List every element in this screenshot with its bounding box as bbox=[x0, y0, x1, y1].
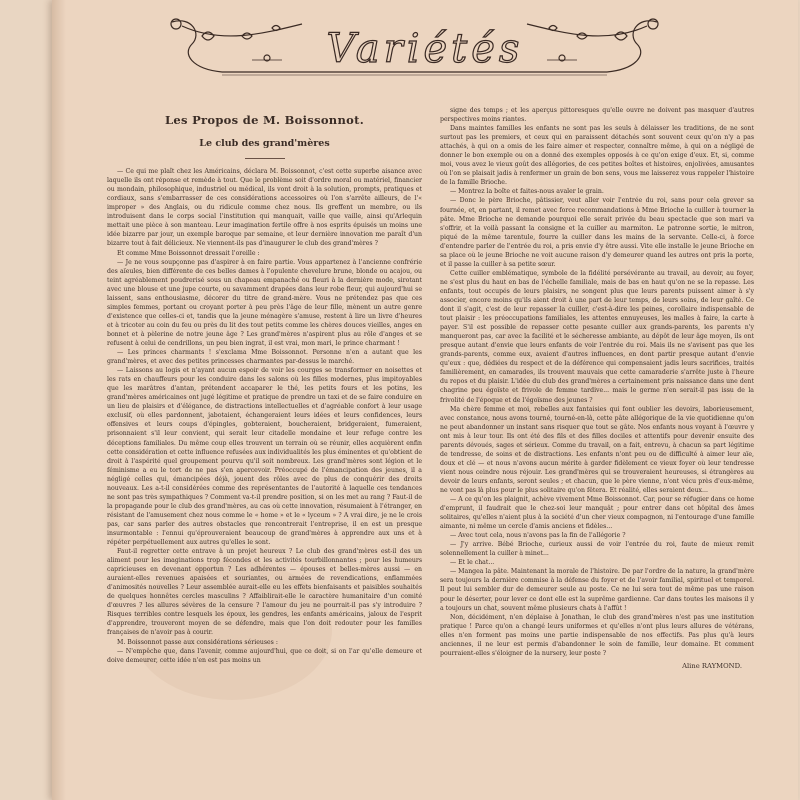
paragraph: Non, décidément, n'en déplaise à Jonathan, le club des grand'mères n'est pas une institution pratique ! Parce qu'on a changé leurs uniformes et qu'elles n'ont plus leurs allures de vétérans, elles n'en forment pas moins une partie indispensable de nos effectifs. Pas plus qu'à leurs anciennes, il ne leur est permis d'abandonner le soin de famille, leur domaine. Et comment pourraient-elles s'éloigner de la nursery, leur poste ? bbox=[440, 613, 754, 657]
paragraph: — N'empêche que, dans l'avenir, comme aujourd'hui, que ce doit, si on l'ar qu'elle demeure et doive demeurer, cette idée n'en est pas moins un bbox=[107, 647, 422, 664]
paragraph: — Avec tout cela, nous n'avons pas la fin de l'allégorie ? bbox=[450, 532, 626, 540]
paragraph: — A ce qu'on les plaignit, achève vivement Mme Boissonnot. Car, pour se réfugier dans ce home d'emprunt, il faudrait que le chez-soi leur manquât ; pour entrer dans cet hôpital des âmes solitaires, qu'elles n'aient plus à la société d'un cher vieux compagnon, ni l'entourage d'une famille aimante, ni même un cercle d'amis anciens et fidèles... bbox=[440, 496, 754, 531]
masthead-title: Variétés bbox=[326, 26, 524, 72]
page-edge-shadow bbox=[52, 0, 66, 800]
paragraph: Faut-il regretter cette entrave à un projet heureux ? Le club des grand'mères est-il des un aliment pour les imaginations trop fécondes et les activités tourbillonnantes ; pour les humeurs capricieuses en devenant opportun ? Les adhérentes — épouses et belles-mères aussi — en auraient-elles revenues apaisées et souriantes, ou armées de revendications, enflammées d'animosités nouvelles ? Leur assemblée aurait-elle eu les effets bienfaisants et paisibles souhaités de quelques honnêtes cercles masculins ? Affaiblirait-elle le caractère humanitaire d'un comité d'œuvres ? les allures sévères de la censure ? l'amour du jeu ne pourrait-il pas s'y introduire ? Risques terribles contre lesquels les époux, les gendres, les enfants américains, jaloux de l'esprit d'apprendre, trouveront moyen de se défendre, mais que l'on doit redouter pour les familles françaises de n'avoir pas à courir. bbox=[107, 548, 422, 637]
newspaper-page bbox=[52, 0, 798, 800]
section-title: Le club des grand'mères bbox=[199, 138, 330, 150]
paragraph: — Les princes charmants ! s'exclama Mme Boissonnot. Personne n'en a autant que les grand'mères, et avec des petites princesses charmantes par-dessus le marché. bbox=[107, 349, 422, 366]
paragraph: — Mangea la pâte. Maintenant la morale de l'histoire. De par l'ordre de la nature, la grand'mère sera toujours la dernière commise à la défense du foyer et de l'avoir familial, spirituel et temporel. Il peut lui sembler dur de demeurer seule au poste. Ce ne lui sera tout de même pas une raison pour le déserter, pour lever ce dont elle est la suprême gardienne. Car dans toutes les maisons il y a toujours un chat, souvent même plusieurs chats à l'affût ! bbox=[440, 568, 754, 612]
paragraph: — Et le chat... bbox=[450, 559, 495, 567]
paragraph: — Donc le père Brioche, pâtissier, veut aller voir l'entrée du roi, sans pour cela grever sa fournée, et, en partant, il remet avec force recommandations à Mme Brioche la cuiller à tourner la pâte. Mme Brioche ne demande pourquoi elle serait privée du beau spectacle que son mari va s'offrir, et la voilà passant la consigne et la cuiller au marmiton. Le patronne sortie, le mitron, piqué de la même tarentule, fourre la cuiller dans les mains de la servante. Celle-ci, à force d'entendre parler de l'entrée du roi, a pris envie d'y être aussi. Vite elle installe le jeune Brioche en sa place où le jeune Brioche ne voit aucune raison d'y demeurer quand les autres ont pris la porte, et il passe la cuiller à sa petite sœur. bbox=[440, 197, 754, 268]
right-column bbox=[440, 106, 754, 671]
paragraph: — Ce qui me plaît chez les Américains, déclara M. Boissonnot, c'est cette superbe aisance avec laquelle ils ont réponse et remède à tout. Que le problème soit d'ordre moral ou matériel, financier ou mondain, philosophique, industriel ou médical, ils vont droit à la solution, prompts, pratiques et cordiaux, sans s'embarrasser de ces considérations accessoires où l'on s'arrête ailleurs, de l'« improper » des Anglais, ou du ridicule comme chez nous. Ils greffent un membre, ou ils introduisent dans le corps social l'institution qui manquait, vaille que vaille, ainsi qu'Arlequin mettait une pièce à son manteau. Leur imagination fertile offre à nos esprits épuisés un moins une idée bizarre par jour, un exemple baroque par semaine, et leur dernière innovation me paraît d'un bizarre tout à fait délicieux. Ne viennent-ils pas d'inaugurer le club des grand'mères ? bbox=[107, 168, 422, 248]
author-signature: Aline RAYMOND. bbox=[682, 661, 742, 670]
title-rule bbox=[245, 158, 285, 159]
left-column bbox=[107, 110, 422, 665]
paragraph: signe des temps ; et les aperçus pittoresques qu'elle ouvre ne doivent pas masquer d'autres perspectives moins riantes. bbox=[440, 107, 754, 124]
paragraph: — Je ne vous soupçonne pas d'aspirer à en faire partie. Vous appartenez à l'ancienne confrérie des aïeules, bien différente de ces belles dames à l'opulente chevelure brune, blonde ou acajou, ou teint agréablement poudrerisé sous un chapeau empanaché ou fleuri à la dernière mode, sirotant avec une blouse et une jupe courte, ou savamment drapées dans leur robe fleur, qui aujourd'hui se laissent, sans enthousiasme, décorer du titre de grand-mère. Vous ne prétendez pas que ces simples femmes, portant ou croyant porter à peu près l'âge de leur fille, mènent un autre genre d'existence que celles-ci et, tandis que la jeune ménagère s'amuse, restent à lire un livre d'heures et à tricoter au coin du feu ou près du lit des tout petits comme les chères douces vieilles, anges en bonnet et à pèlerine de notre jeune âge ? Les grand'mères n'aspirent plus au rôle d'anges et se refusent à celui de cendrillons, un peu bien ingrat, il est vrai, mon mari, le prince charmant ! bbox=[107, 258, 422, 347]
paragraph: Et comme Mme Boissonnot dressait l'oreille : bbox=[117, 249, 260, 257]
article-title: Les Propos de M. Boissonnot. bbox=[164, 113, 365, 127]
paragraph: Cette cuiller emblématique, symbole de la fidélité persévérante au travail, au devoir, au foyer, ne s'est plus du haut en bas de l'échelle familiale, mais de bas en haut qu'on ne se la repasse. Les enfants, tout occupés de leurs plaisirs, ne songent plus que leurs parents puissent aimer à s'y associer, encore moins qu'ils aient droit à une part de leur temps, de leurs soins, de leur gaîté. Ce dont il s'agit, c'est de leur repasser la cuiller, c'est-à-dire les peines, corollaire indispensable de tout plaisir : les préoccupations familiales, les attentes ennuyeuses, les malles à faire, la carte à payer. S'il est possible de repasser cette pesante cuiller aux grands-parents, les parents n'y manqueront pas, car avec la facilité et le sécheresse ambiante, au dépôt de leur âge moyen, ils ont presque autant d'envie que leurs enfants de voir l'entrée du roi. Mais ils ne s'avisent pas que les grands-parents, comme eux, avaient d'autres influences, en dont partir presque autant d'envie qu'eux : que, dédiées du respect et de la déférence qui compensaient jadis leurs sacrifices, traités familièrement, en camarades, ils trouvent mauvais que cette camaraderie s'arrête juste à l'heure du repos et du plaisir. L'idée du club des grand'mères a certainement pris naissance dans une dent chagrine peu égoïste et frivole de femme tardive... mais le germe n'en serait-il pas issu de la frivolité de l'époque et de l'égoïsme des jeunes ? bbox=[440, 269, 754, 404]
paragraph: — J'y arrive. Bébé Brioche, curieux aussi de voir l'entrée du roi, faute de mieux remit solennellement la cuiller à minet... bbox=[440, 541, 754, 558]
paragraph: — Montrez la boîte et faites-nous avaler le grain. bbox=[450, 188, 604, 196]
paragraph: M. Boissonnot passe aux considérations sérieuses : bbox=[117, 638, 278, 646]
paragraph: — Laissons au logis et n'ayant aucun espoir de voir les courges se transformer en noisettes et les rats en chauffeurs pour les conduire dans les salons où les filles modernes, plus impitoyables que les marâtres d'antan, prétendent accaparer le thé, les petits fours et les potins, les grand'mères américaines ont jugé légitime et pratique de prendre un taxi et de se faire conduire en un lieu de plaisirs et d'élégance, de distractions intellectuelles et d'agréable confort à leur usage exclusif, où elles pardonnent, jabotaient, échangeraient leurs idées et leurs confidences, leurs offensives et leurs coups d'épingles, gobteraient, boucheraient, bridgeraient, fumeraient, prisonnaient s'il leur convient, qui serait leur citadelle mondaine et leur refuge contre les déceptions familiales. Du même coup elles trouvent un terrain où se réunir, elles acquièrent enfin cette considération et cette influence refusées aux individualités les plus éminentes et qu'obtient de droit à l'aspérité quel groupement pourvu qu'il soit nombreux. Les grand'mères sont légion et le féminisme a eu le tort de ne pas s'en apercevoir. Préoccupé de l'émancipation des jeunes, il a négligé celles qui, émancipées déjà, jouent des rôles avec de plus de conquérir des droits nouveaux. Les a-t-il considérées comme des représentantes de l'autorité à laquelle ces tendances ne sont pas très sympathiques ? Comment va-t-il prendre position, si on les met au rang ? Faut-il de la propagande pour le club des grand'mères, au cas où cette innovation, résumaient à l'étranger, en résistant de l'amusement chez nous comme le « home » et le « lyceum » ? A vrai dire, je ne le crois pas, car sans parler des autres obstacles que rencontrerait l'entreprise, il en est un presque insurmontable : l'ennui qu'éprouveraient beaucoup de grand'mères à apprendre aux uns et à répéter perpétuellement aux autres qu'elles le sont. bbox=[107, 367, 422, 547]
paragraph: Ma chère femme et moi, rebelles aux fantaisies qui font oublier les devoirs, laborieusement, avec constance, nous avons tourné, tourné-en-là, cette pâte allégorique de la vie quotidienne qu'on ne peut abandonner un instant sans risquer que tout se gâte. Nos enfants nous voyant à l'œuvre y ont mis à leur tour. Ils ont été des fils et des filles dociles et attentifs pour devenir ensuite des parents dévoués, sages et sérieux. Comme du travail, on a fait, entrevu, à chacun sa part légitime de tendresse, de soins et de distractions. Les enfants n'ont peu ou de difficulté à aimer leur aïe, doux et clé — et nous n'avons aucun mérite à garder fidèlement ce vieux foyer où leur tendresse vient nous ceindre nous réjouir. Les grand'mères qui se trouveraient heureuses, si étrangères au devoir de leurs enfants, seront seules ; et chacun, que le père vienne, n'ont vécu près d'eux-même, ne vont pas là plus pour le plus solitaire qu'on fêtera. Et réalité, elles seraient deux... bbox=[440, 405, 754, 494]
paragraph: Dans maintes familles les enfants ne sont pas les seuls à délaisser les traditions, de ne sont surtout pas les premiers, et ceux qui en paraissent détachés sont souvent ceux qu'on n'y a pas attachés, à qui on a omis de les faire aimer et respecter, connaître même, à qui on a négligé de donner le bon exemple ou on a donné des exemples opposés à ce qu'on exige d'eux. Et, si, comme moi, vous avez le vieux goût des allégories, de ces petites boîtes et histoires, enjolivées, amusantes où l'on se plaisait jadis à renfermer un grain de bon sens, vous me laisserez vous rappeler l'histoire de la famille Brioche. bbox=[440, 125, 754, 187]
